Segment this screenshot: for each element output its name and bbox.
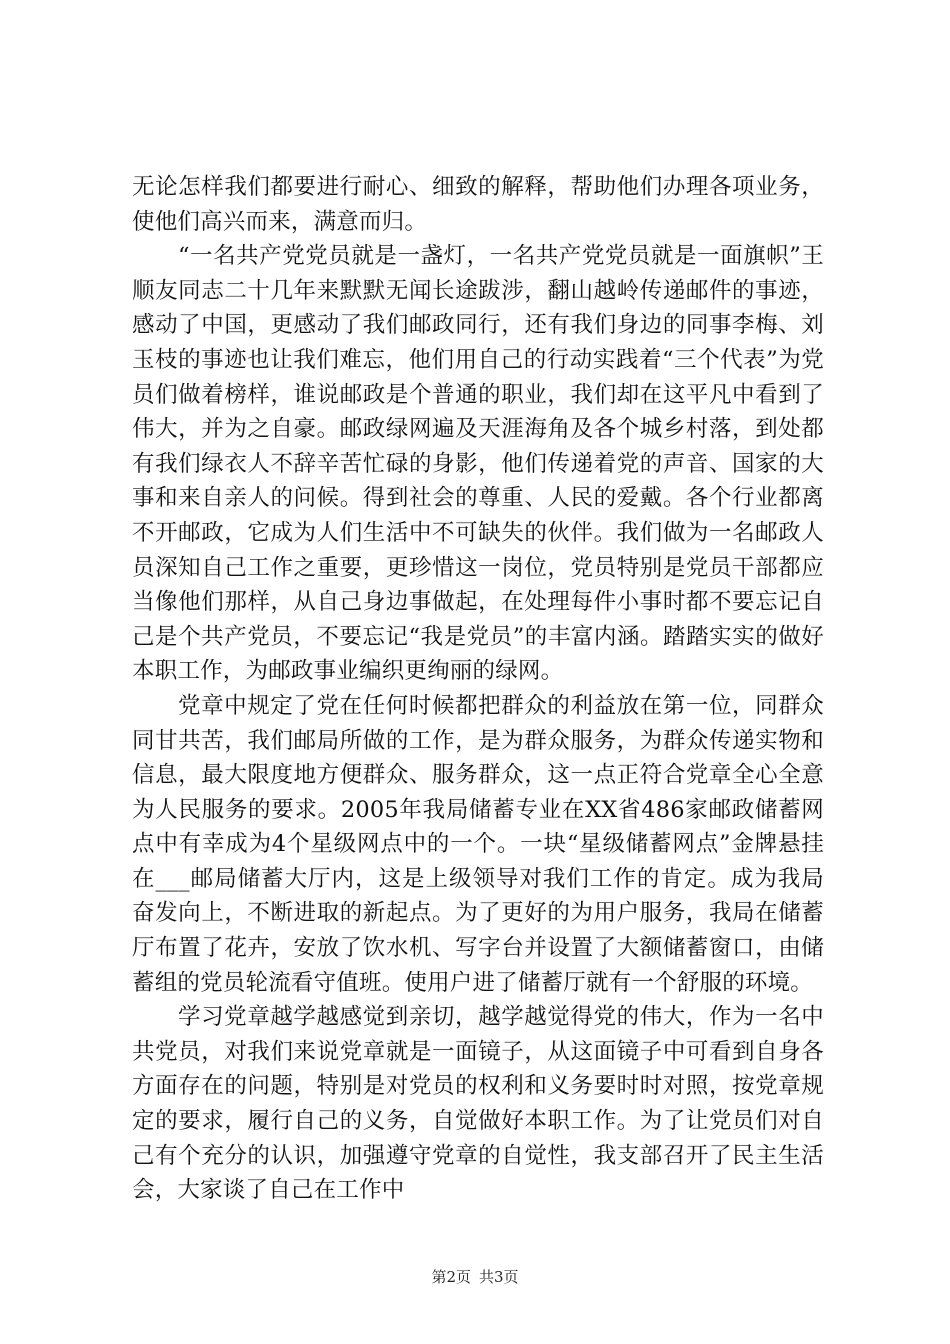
page-footer (0, 1267, 950, 1287)
paragraph-1: 无论怎样我们都要进行耐心、细致的解释，帮助他们办理各项业务，使他们高兴而来，满意而归。 (132, 174, 824, 235)
document-body (132, 170, 824, 1208)
page-number: 第2页 (431, 1268, 471, 1286)
paragraph-4: 学习党章越学越感觉到亲切，越学越觉得党的伟大，作为一名中共党员，对我们来说党章就是一面镜子，从这面镜子中可看到自身各方面存在的问题，特别是对党员的权利和义务要时时对照，按党章规定的要求，履行自己的义务，自觉做好本职工作。为了让党员们对自己有个充分的认识，加强遵守党章的自觉性，我支部召开了民主生活会，大家谈了自己在工作中 (132, 1004, 824, 1204)
paragraph-2: “一名共产党党员就是一盏灯，一名共产党党员就是一面旗帜”王顺友同志二十几年来默默无闻长途跋涉，翻山越岭传递邮件的事迹，感动了中国，更感动了我们邮政同行，还有我们身边的同事李梅、刘玉枝的事迹也让我们难忘，他们用自己的行动实践着“三个代表”为党员们做着榜样，谁说邮政是个普通的职业，我们却在这平凡中看到了伟大，并为之自豪。邮政绿网遍及天涯海角及各个城乡村落，到处都有我们绿衣人不辞辛苦忙碌的身影，他们传递着党的声音、国家的大事和来自亲人的问候。得到社会的尊重、人民的爱戴。各个行业都离不开邮政，它成为人们生活中不可缺失的伙伴。我们做为一名邮政人员深知自己工作之重要，更珍惜这一岗位，党员特别是党员干部都应当像他们那样，从自己身边事做起，在处理每件小事时都不要忘记自己是个共产党员，不要忘记“我是党员”的丰富内涵。踏踏实实的做好本职工作，为邮政事业编织更绚丽的绿网。 (132, 243, 824, 685)
paragraph-3: 党章中规定了党在任何时候都把群众的利益放在第一位，同群众同甘共苦，我们邮局所做的工作，是为群众服务，为群众传递实物和信息，最大限度地方便群众、服务群众，这一点正符合党章全心全意为人民服务的要求。2005年我局储蓄专业在XX省486家邮政储蓄网点中有幸成为4个星级网点中的一个。一块“星级储蓄网点”金牌悬挂在___邮局储蓄大厅内，这是上级领导对我们工作的肯定。成为我局奋发向上，不断进取的新起点。为了更好的为用户服务，我局在储蓄厅布置了花卉，安放了饮水机、写字台并设置了大额储蓄窗口，由储蓄组的党员轮流看守值班。使用户进了储蓄厅就有一个舒服的环境。 (132, 692, 824, 996)
page-total: 共3页 (479, 1268, 519, 1286)
